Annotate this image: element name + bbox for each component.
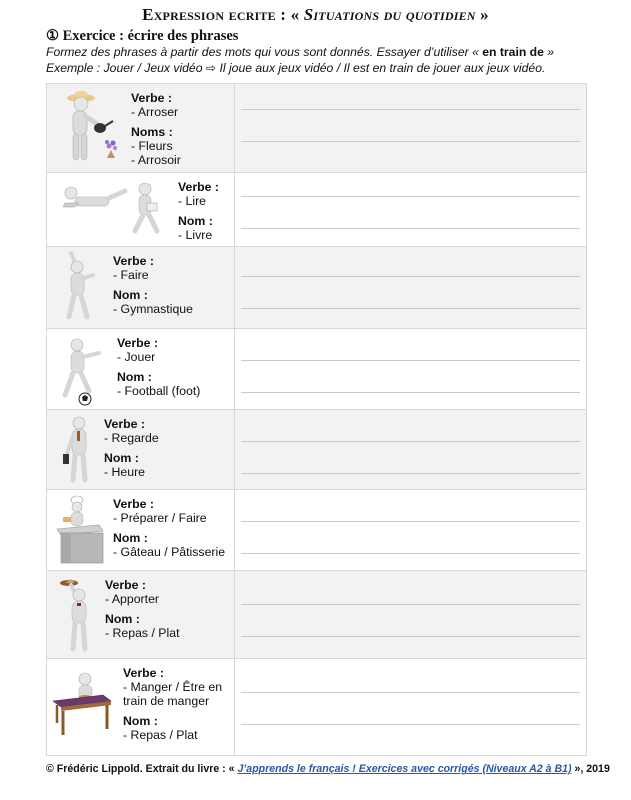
table-row xyxy=(47,84,587,173)
answer-line xyxy=(241,553,580,554)
chef-figure-icon xyxy=(53,495,111,567)
answer-line xyxy=(241,308,580,309)
prompt-cell xyxy=(47,490,235,571)
answer-cell[interactable] xyxy=(235,571,587,659)
answer-cell[interactable] xyxy=(235,410,587,490)
answer-line xyxy=(241,724,580,725)
word-list: Verbe : - Préparer / Faire Nom : - Gâteau / Pâtisserie xyxy=(113,497,226,559)
arrow-icon: ⇨ xyxy=(205,61,217,75)
table-row xyxy=(47,571,587,659)
prompt-cell xyxy=(47,571,235,659)
gardener-figure-icon xyxy=(53,88,125,168)
answer-cell[interactable] xyxy=(235,329,587,410)
exercise-number: ① xyxy=(46,28,59,44)
table-row xyxy=(47,173,587,247)
prompt-cell xyxy=(47,659,235,756)
answer-cell[interactable] xyxy=(235,173,587,247)
exercise-heading: ① Exercice : écrire des phrases xyxy=(46,28,239,44)
table-row xyxy=(47,410,587,490)
exercise-instruction: Formez des phrases à partir des mots qui vous sont donnés. Essayer d’utiliser « en train de » xyxy=(46,45,555,59)
prompt-cell xyxy=(47,410,235,490)
word-list: Verbe : - Manger / Être en train de manger Nom : - Repas / Plat xyxy=(123,666,223,742)
word-list: Verbe : - Regarde Nom : - Heure xyxy=(104,417,159,479)
word-list: Verbe : - Jouer Nom : - Football (foot) xyxy=(117,336,201,398)
reading-figures-icon xyxy=(59,179,169,241)
page-title: Expression ecrite : « Situations du quotidien » xyxy=(142,5,489,24)
table-row xyxy=(47,659,587,756)
answer-line xyxy=(241,521,580,522)
answer-line xyxy=(241,276,580,277)
table-row xyxy=(47,247,587,329)
book-link[interactable]: J’apprends le français ! Exercices avec corrigés (Niveaux A2 à B1) xyxy=(237,763,572,775)
answer-line xyxy=(241,441,580,442)
prompt-cell xyxy=(47,247,235,329)
table-row xyxy=(47,490,587,571)
prompt-cell xyxy=(47,173,235,247)
answer-cell[interactable] xyxy=(235,490,587,571)
answer-line xyxy=(241,109,580,110)
answer-line xyxy=(241,141,580,142)
answer-cell[interactable] xyxy=(235,84,587,173)
word-list: Verbe : - Arroser Noms : - Fleurs - Arrosoir xyxy=(131,91,181,167)
answer-line xyxy=(241,692,580,693)
answer-line xyxy=(241,473,580,474)
answer-line xyxy=(241,392,580,393)
answer-line xyxy=(241,636,580,637)
answer-line xyxy=(241,360,580,361)
answer-line xyxy=(241,604,580,605)
word-list: Verbe : - Apporter Nom : - Repas / Plat xyxy=(105,578,180,640)
football-figure-icon xyxy=(55,335,113,407)
answer-line xyxy=(241,228,580,229)
footer-credit: © Frédéric Lippold. Extrait du livre : « J’apprends le français ! Exercices avec corrigés (Niveaux A2 à B1) », 2019 xyxy=(46,763,610,775)
watch-figure-icon xyxy=(57,414,103,486)
exercise-example: Exemple : Jouer / Jeux vidéo ⇨ Il joue aux jeux vidéo / Il est en train de jouer aux jeux vidéo. xyxy=(46,61,546,75)
prompt-cell xyxy=(47,84,235,173)
eating-figure-icon xyxy=(51,667,113,741)
answer-line xyxy=(241,196,580,197)
word-list: Verbe : - Faire Nom : - Gymnastique xyxy=(113,254,193,316)
prompt-cell xyxy=(47,329,235,410)
waiter-figure-icon xyxy=(55,577,105,655)
stretching-figure-icon xyxy=(55,251,107,325)
answer-cell[interactable] xyxy=(235,247,587,329)
table-row xyxy=(47,329,587,410)
word-list: Verbe : - Lire Nom : - Livre xyxy=(178,180,220,242)
exercise-table xyxy=(46,83,587,756)
answer-cell[interactable] xyxy=(235,659,587,756)
